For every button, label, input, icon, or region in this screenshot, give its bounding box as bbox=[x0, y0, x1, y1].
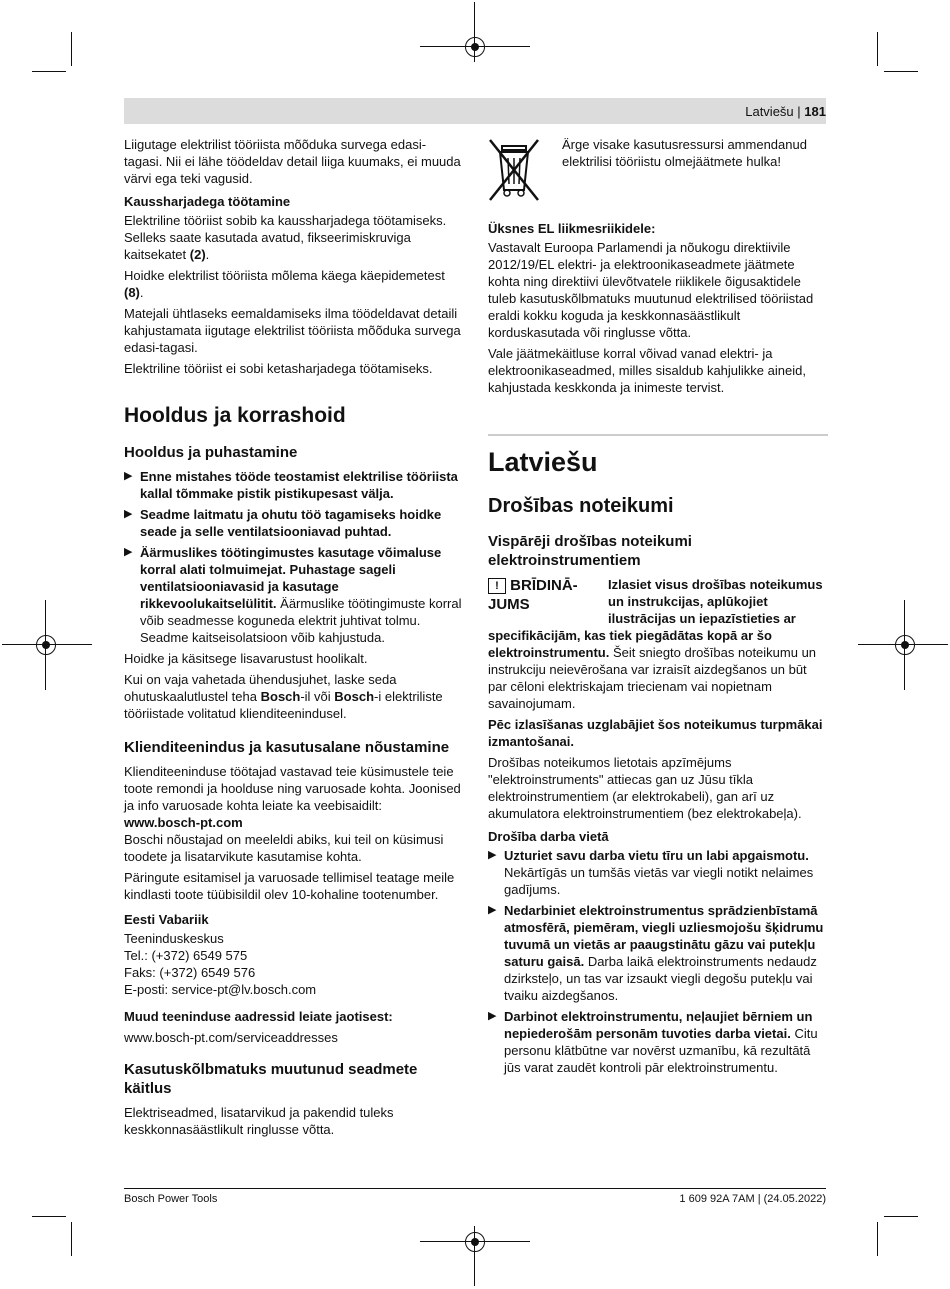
kaitlus-heading: Kasutuskõlbmatuks muutunud seadmete käitlus bbox=[124, 1061, 418, 1097]
weee-block bbox=[488, 136, 828, 208]
bullet-item: ▶ Uzturiet savu darba vietu tīru un labi apgaismotu. Nekārtīgās un tumšās vietās var viegli notikt nelaimes gadījums. bbox=[488, 848, 814, 897]
el-heading: Üksnes EL liikmesriikidele: bbox=[488, 221, 656, 236]
address-line: Faks: (+372) 6549 576 bbox=[124, 965, 256, 980]
el-paragraph-2: Vale jäätmekäitluse korral võivad vanad elektri- ja elektroonikaseadmed, milles sisaldub kahjulikke aineid, kahjustada keskkonda ja inimeste tervist. bbox=[488, 346, 806, 395]
header-separator: | bbox=[797, 104, 801, 119]
triangle-right-icon: ▶ bbox=[488, 1010, 497, 1022]
darba-heading: Drošība darba vietā bbox=[488, 829, 609, 844]
uhendusjuhe-paragraph: Kui on vaja vahetada ühendusjuhet, laske seda ohutuskaalutlustel teha Bosch-il või Bosch-i elektriliste tööriistade volitatud klienditeenindusel. bbox=[124, 672, 443, 721]
kauss-paragraph-2: Hoidke elektrilist tööriista mõlema käega käepidemetest (8). bbox=[124, 268, 445, 300]
drosibas-heading: Drošības noteikumi bbox=[488, 495, 674, 517]
lisavarustus-paragraph: Hoidke ja käsitsege lisavarustust hoolikalt. bbox=[124, 651, 368, 666]
bullet-item: ▶ Äärmuslikes töötingimustes kasutage võimaluse korral alati tolmuimejat. Puhastage sageli ventilatsiooniavasid ja kasutage rikkevoolukaitselülitit. Äärmuslike töötingimuste korral võib seadmesse koguneda elektrit juhtivat tolmu. Seadme kaitseisolatsioon võib kahjustuda. bbox=[124, 545, 462, 645]
bullet-item: ▶ Nedarbiniet elektroinstrumentus sprādzienbīstamā atmosfērā, piemēram, viegli uzliesmojošu šķidrumu tuvumā un vietās ar paaugstinātu gāzu vai putekļu saturu gaisā. Darba laikā elektroinstruments nedaudz dzirksteļo, un tas var izsaukt viegli degošu putekļu vai tvaiku aizdegšanos. bbox=[488, 903, 824, 1003]
registration-mark-left bbox=[36, 635, 56, 655]
triangle-right-icon: ▶ bbox=[124, 470, 133, 482]
address-line: E-posti: service-pt@lv.bosch.com bbox=[124, 982, 317, 997]
kauss-heading: Kaussharjadega töötamine bbox=[124, 194, 291, 209]
klient-paragraph-1: Klienditeeninduse töötajad vastavad teie küsimustele teie toote remondi ja hoolduse ning varuosade kohta. Joonised ja info varuosade kohta leiate ka veebisaidilt: bbox=[124, 764, 461, 813]
warning-label: ! BRĪDINĀ-JUMS bbox=[488, 577, 578, 613]
pec-paragraph: Pēc izlasīšanas uzglabājiet šos noteikumus turpmākai izmantošanai. bbox=[488, 717, 823, 749]
language-heading: Latviešu bbox=[488, 447, 598, 477]
right-column bbox=[488, 136, 828, 1080]
muud-heading: Muud teeninduse aadressid leiate jaotisest: bbox=[124, 1009, 393, 1024]
triangle-right-icon: ▶ bbox=[124, 546, 133, 558]
warning-block: ! BRĪDINĀ-JUMS Izlasiet visus drošības noteikumus un instrukcijas, aplūkojiet ilustrācijas un iepazīstieties ar specifikācijām, kas tiek piegādātas kopā ar šo elektroinstrumentu. Šeit sniegto drošības noteikumu un instrukciju neievērošana var izraisīt aizdegšanos un būt par cēloni elektriskajam triecienam vai nopietnam savainojumam. bbox=[488, 577, 823, 711]
footer-rule bbox=[124, 1188, 826, 1189]
registration-mark-top bbox=[465, 37, 485, 57]
kaitlus-paragraph: Elektriseadmed, lisatarvikud ja pakendid tuleks keskkonnasäästlikult ringlusse võtta. bbox=[124, 1105, 394, 1137]
address-line: Teeninduskeskus bbox=[124, 931, 224, 946]
kauss-paragraph-1: Elektriline tööriist sobib ka kaussharjadega töötamiseks. Selleks saate kasutada avatud, fikseerimiskruviga kaitsekatet (2). bbox=[124, 213, 447, 262]
bullet-item: ▶ Darbinot elektroinstrumentu, neļaujiet bērniem un nepiederošām personām tuvoties darba vietai. Citu personu klātbūtne var novērst uzmanību, kā rezultātā jūs varat zaudēt kontroli pār elektroinstrumentu. bbox=[488, 1009, 818, 1075]
triangle-right-icon: ▶ bbox=[488, 904, 497, 916]
kauss-paragraph-4: Elektriline tööriist ei sobi ketasharjadega töötamiseks. bbox=[124, 361, 433, 376]
bullet-item: ▶ Enne mistahes tööde teostamist elektrilise tööriista kallal tõmmake pistik pistikupesast välja. bbox=[124, 469, 458, 501]
klient-url[interactable]: www.bosch-pt.com bbox=[124, 815, 243, 830]
left-column bbox=[124, 136, 464, 1142]
page-header bbox=[745, 103, 826, 120]
section-divider bbox=[488, 434, 828, 436]
vispareji-heading: Vispārēji drošības noteikumi elektroinstrumentiem bbox=[488, 533, 692, 569]
address-line: Tel.: (+372) 6549 575 bbox=[124, 948, 248, 963]
klient-paragraph-2: Boschi nõustajad on meeleldi abiks, kui teil on küsimusi toodete ja lisatarvikute kasutamise kohta. bbox=[124, 832, 444, 864]
registration-mark-bottom bbox=[465, 1232, 485, 1252]
footer-left: Bosch Power Tools bbox=[124, 1193, 218, 1205]
muud-url[interactable]: www.bosch-pt.com/serviceaddresses bbox=[124, 1030, 338, 1045]
weee-text: Ärge visake kasutusressursi ammendanud elektrilisi tööriistu olmejäätmete hulka! bbox=[562, 137, 807, 169]
jedziens-paragraph: Drošības noteikumos lietotais apzīmējums "elektroinstruments" attiecas gan uz Jūsu tīkla elektroinstrumentiem (ar elektrokabeli), gan arī uz akumulatora elektroinstrumentiem (bez elektrokabeļa). bbox=[488, 755, 802, 821]
country-name: Eesti Vabariik bbox=[124, 912, 209, 927]
header-section: Latviešu bbox=[745, 104, 794, 119]
header-bar bbox=[124, 98, 826, 124]
page-number: 181 bbox=[804, 104, 826, 119]
kauss-paragraph-3: Matejali ühtlaseks eemaldamiseks ilma töödeldavat detaili kahjustamata iigutage elektrilist tööriista mõõduka survega edasi-tagasi. bbox=[124, 306, 461, 355]
registration-mark-right bbox=[895, 635, 915, 655]
footer-right: 1 609 92A 7AM | (24.05.2022) bbox=[679, 1193, 826, 1205]
klient-heading: Klienditeenindus ja kasutusalane nõustamine bbox=[124, 739, 450, 756]
triangle-right-icon: ▶ bbox=[488, 849, 497, 861]
crossed-bin-icon bbox=[488, 138, 540, 202]
hooldus-heading: Hooldus ja korrashoid bbox=[124, 404, 346, 427]
intro-paragraph: Liigutage elektrilist tööriista mõõduka survega edasi-tagasi. Nii ei lähe töödeldav detail liiga kuumaks, ei muuda värvi ega teki vagusid. bbox=[124, 137, 461, 186]
puhastamine-heading: Hooldus ja puhastamine bbox=[124, 444, 298, 461]
warning-triangle-icon: ! bbox=[488, 578, 506, 594]
triangle-right-icon: ▶ bbox=[124, 508, 133, 520]
el-paragraph-1: Vastavalt Euroopa Parlamendi ja nõukogu direktiivile 2012/19/EL elektri- ja elektroonikaseadmete jäätmete kohta ning direktiivi ülevõtvatele riiklikele õigusaktidele tuleb kasutuskõlbmatuks muutunud elektrilised tööriistad eraldi kokku koguda ja keskkonnasäästlikult korduskasutada või ringlusse võtta. bbox=[488, 240, 814, 340]
bullet-item: ▶ Seadme laitmatu ja ohutu töö tagamiseks hoidke seade ja selle ventilatsiooniavad puhtad. bbox=[124, 507, 442, 539]
klient-paragraph-3: Päringute esitamisel ja varuosade tellimisel teatage meile kindlasti toote tüübisildil olev 10-kohaline tootenumber. bbox=[124, 870, 455, 902]
